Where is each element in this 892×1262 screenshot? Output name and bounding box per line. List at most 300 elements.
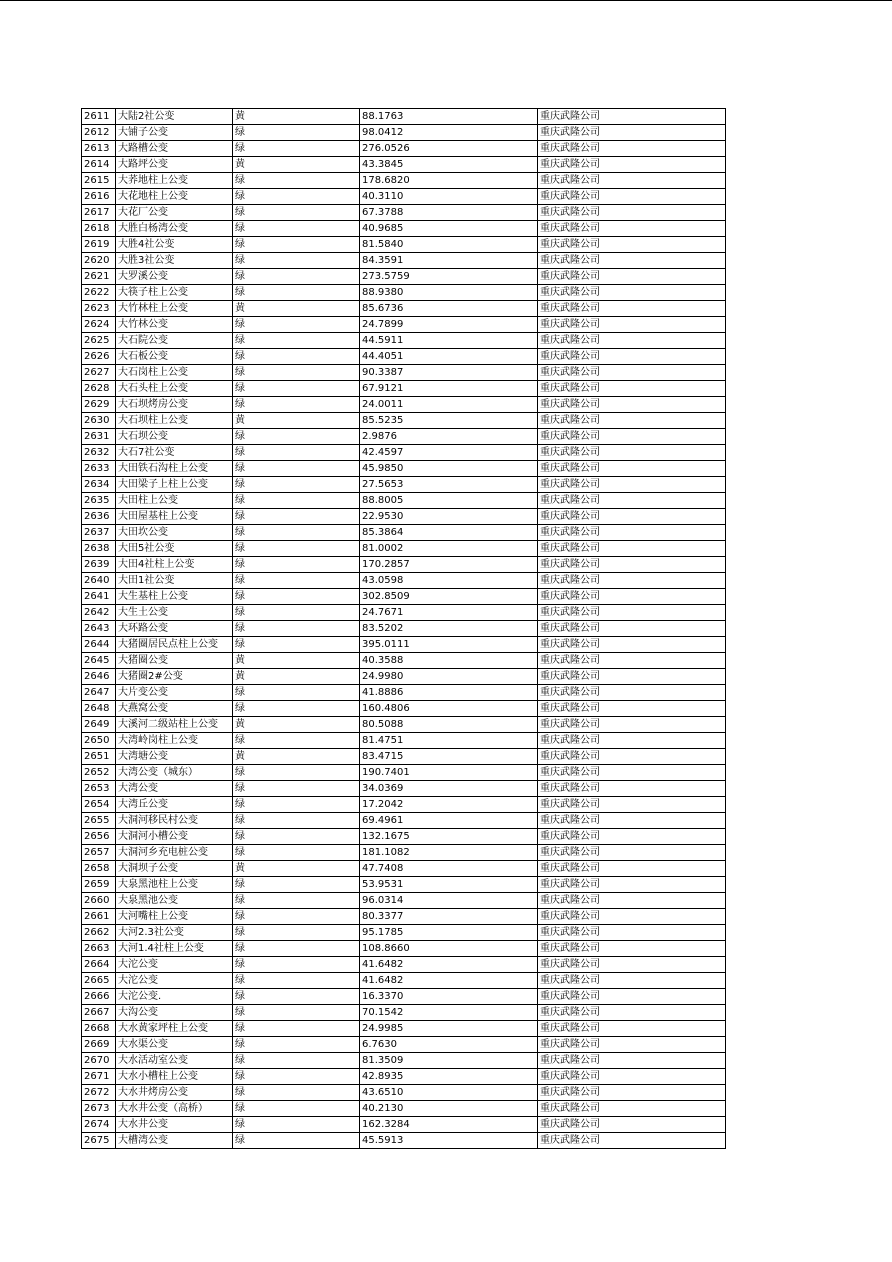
company-cell: 重庆武隆公司 <box>538 717 726 733</box>
row-id-cell: 2635 <box>82 493 116 509</box>
company-cell: 重庆武隆公司 <box>538 189 726 205</box>
status-color-cell: 绿 <box>233 445 360 461</box>
station-name-cell: 大湾公变（城东） <box>116 765 233 781</box>
row-id-cell: 2631 <box>82 429 116 445</box>
table-row <box>82 653 726 669</box>
row-id-cell: 2642 <box>82 605 116 621</box>
value-cell: 24.9985 <box>360 1021 538 1037</box>
row-id-cell: 2667 <box>82 1005 116 1021</box>
value-cell: 22.9530 <box>360 509 538 525</box>
transformer-table <box>81 108 726 1149</box>
station-name-cell: 大石头柱上公变 <box>116 381 233 397</box>
station-name-cell: 大猪圈2#公变 <box>116 669 233 685</box>
company-cell: 重庆武隆公司 <box>538 205 726 221</box>
company-cell: 重庆武隆公司 <box>538 381 726 397</box>
status-color-cell: 绿 <box>233 685 360 701</box>
table-row <box>82 221 726 237</box>
status-color-cell: 绿 <box>233 205 360 221</box>
station-name-cell: 大水井公变 <box>116 1117 233 1133</box>
status-color-cell: 绿 <box>233 541 360 557</box>
row-id-cell: 2617 <box>82 205 116 221</box>
row-id-cell: 2633 <box>82 461 116 477</box>
table-row <box>82 781 726 797</box>
station-name-cell: 大生土公变 <box>116 605 233 621</box>
table-row <box>82 157 726 173</box>
table-row <box>82 205 726 221</box>
station-name-cell: 大花厂公变 <box>116 205 233 221</box>
table-row <box>82 109 726 125</box>
company-cell: 重庆武隆公司 <box>538 173 726 189</box>
station-name-cell: 大河1.4社柱上公变 <box>116 941 233 957</box>
value-cell: 41.8886 <box>360 685 538 701</box>
row-id-cell: 2623 <box>82 301 116 317</box>
company-cell: 重庆武隆公司 <box>538 589 726 605</box>
station-name-cell: 大陆2社公变 <box>116 109 233 125</box>
company-cell: 重庆武隆公司 <box>538 493 726 509</box>
value-cell: 47.7408 <box>360 861 538 877</box>
table-row <box>82 637 726 653</box>
row-id-cell: 2664 <box>82 957 116 973</box>
status-color-cell: 绿 <box>233 1101 360 1117</box>
status-color-cell: 黄 <box>233 157 360 173</box>
value-cell: 98.0412 <box>360 125 538 141</box>
status-color-cell: 绿 <box>233 813 360 829</box>
company-cell: 重庆武隆公司 <box>538 221 726 237</box>
table-row <box>82 189 726 205</box>
value-cell: 41.6482 <box>360 973 538 989</box>
status-color-cell: 绿 <box>233 269 360 285</box>
station-name-cell: 大田4社柱上公变 <box>116 557 233 573</box>
company-cell: 重庆武隆公司 <box>538 109 726 125</box>
table-row <box>82 669 726 685</box>
value-cell: 85.6736 <box>360 301 538 317</box>
station-name-cell: 大田坎公变 <box>116 525 233 541</box>
table-row <box>82 893 726 909</box>
company-cell: 重庆武隆公司 <box>538 1085 726 1101</box>
row-id-cell: 2646 <box>82 669 116 685</box>
table-body <box>82 109 726 1149</box>
station-name-cell: 大石院公变 <box>116 333 233 349</box>
value-cell: 162.3284 <box>360 1117 538 1133</box>
station-name-cell: 大河嘴柱上公变 <box>116 909 233 925</box>
table-row <box>82 1133 726 1149</box>
value-cell: 27.5653 <box>360 477 538 493</box>
table-row <box>82 509 726 525</box>
table-row <box>82 589 726 605</box>
status-color-cell: 绿 <box>233 941 360 957</box>
station-name-cell: 大石坝烤房公变 <box>116 397 233 413</box>
station-name-cell: 大洞河小槽公变 <box>116 829 233 845</box>
station-name-cell: 大洞河乡充电桩公变 <box>116 845 233 861</box>
station-name-cell: 大路坪公变 <box>116 157 233 173</box>
company-cell: 重庆武隆公司 <box>538 269 726 285</box>
company-cell: 重庆武隆公司 <box>538 941 726 957</box>
table-row <box>82 301 726 317</box>
row-id-cell: 2668 <box>82 1021 116 1037</box>
table-row <box>82 461 726 477</box>
value-cell: 88.9380 <box>360 285 538 301</box>
value-cell: 80.5088 <box>360 717 538 733</box>
row-id-cell: 2659 <box>82 877 116 893</box>
status-color-cell: 绿 <box>233 237 360 253</box>
status-color-cell: 绿 <box>233 365 360 381</box>
company-cell: 重庆武隆公司 <box>538 1101 726 1117</box>
table-row <box>82 861 726 877</box>
status-color-cell: 绿 <box>233 1053 360 1069</box>
status-color-cell: 绿 <box>233 333 360 349</box>
value-cell: 2.9876 <box>360 429 538 445</box>
station-name-cell: 大路槽公变 <box>116 141 233 157</box>
row-id-cell: 2627 <box>82 365 116 381</box>
company-cell: 重庆武隆公司 <box>538 1005 726 1021</box>
value-cell: 84.3591 <box>360 253 538 269</box>
row-id-cell: 2654 <box>82 797 116 813</box>
row-id-cell: 2625 <box>82 333 116 349</box>
status-color-cell: 绿 <box>233 733 360 749</box>
station-name-cell: 大田铁石沟柱上公变 <box>116 461 233 477</box>
station-name-cell: 大溪河二级站柱上公变 <box>116 717 233 733</box>
row-id-cell: 2613 <box>82 141 116 157</box>
value-cell: 395.0111 <box>360 637 538 653</box>
value-cell: 45.5913 <box>360 1133 538 1149</box>
status-color-cell: 黄 <box>233 669 360 685</box>
row-id-cell: 2653 <box>82 781 116 797</box>
value-cell: 42.4597 <box>360 445 538 461</box>
table-row <box>82 237 726 253</box>
company-cell: 重庆武隆公司 <box>538 397 726 413</box>
status-color-cell: 绿 <box>233 973 360 989</box>
row-id-cell: 2665 <box>82 973 116 989</box>
table-row <box>82 1053 726 1069</box>
row-id-cell: 2671 <box>82 1069 116 1085</box>
company-cell: 重庆武隆公司 <box>538 813 726 829</box>
status-color-cell: 绿 <box>233 173 360 189</box>
row-id-cell: 2666 <box>82 989 116 1005</box>
table-row <box>82 717 726 733</box>
station-name-cell: 大胜3社公变 <box>116 253 233 269</box>
station-name-cell: 大石岗柱上公变 <box>116 365 233 381</box>
row-id-cell: 2628 <box>82 381 116 397</box>
table-row <box>82 557 726 573</box>
status-color-cell: 绿 <box>233 189 360 205</box>
status-color-cell: 绿 <box>233 125 360 141</box>
station-name-cell: 大片变公变 <box>116 685 233 701</box>
status-color-cell: 绿 <box>233 765 360 781</box>
row-id-cell: 2648 <box>82 701 116 717</box>
row-id-cell: 2629 <box>82 397 116 413</box>
value-cell: 24.7671 <box>360 605 538 621</box>
status-color-cell: 黄 <box>233 861 360 877</box>
row-id-cell: 2634 <box>82 477 116 493</box>
status-color-cell: 绿 <box>233 461 360 477</box>
row-id-cell: 2662 <box>82 925 116 941</box>
value-cell: 24.0011 <box>360 397 538 413</box>
status-color-cell: 黄 <box>233 301 360 317</box>
value-cell: 170.2857 <box>360 557 538 573</box>
value-cell: 40.3588 <box>360 653 538 669</box>
table-row <box>82 989 726 1005</box>
value-cell: 85.5235 <box>360 413 538 429</box>
table-row <box>82 925 726 941</box>
row-id-cell: 2614 <box>82 157 116 173</box>
row-id-cell: 2674 <box>82 1117 116 1133</box>
status-color-cell: 绿 <box>233 1069 360 1085</box>
value-cell: 81.0002 <box>360 541 538 557</box>
status-color-cell: 黄 <box>233 653 360 669</box>
status-color-cell: 绿 <box>233 285 360 301</box>
row-id-cell: 2622 <box>82 285 116 301</box>
row-id-cell: 2612 <box>82 125 116 141</box>
value-cell: 181.1082 <box>360 845 538 861</box>
company-cell: 重庆武隆公司 <box>538 365 726 381</box>
top-border-line <box>0 0 892 1</box>
company-cell: 重庆武隆公司 <box>538 1117 726 1133</box>
value-cell: 88.8005 <box>360 493 538 509</box>
company-cell: 重庆武隆公司 <box>538 349 726 365</box>
company-cell: 重庆武隆公司 <box>538 557 726 573</box>
company-cell: 重庆武隆公司 <box>538 893 726 909</box>
value-cell: 43.0598 <box>360 573 538 589</box>
table-row <box>82 1005 726 1021</box>
value-cell: 24.7899 <box>360 317 538 333</box>
row-id-cell: 2611 <box>82 109 116 125</box>
status-color-cell: 绿 <box>233 509 360 525</box>
row-id-cell: 2655 <box>82 813 116 829</box>
table-row <box>82 1101 726 1117</box>
station-name-cell: 大洞河移民村公变 <box>116 813 233 829</box>
status-color-cell: 绿 <box>233 253 360 269</box>
company-cell: 重庆武隆公司 <box>538 509 726 525</box>
row-id-cell: 2640 <box>82 573 116 589</box>
company-cell: 重庆武隆公司 <box>538 445 726 461</box>
station-name-cell: 大泉黑池柱上公变 <box>116 877 233 893</box>
value-cell: 81.3509 <box>360 1053 538 1069</box>
table-row <box>82 605 726 621</box>
status-color-cell: 绿 <box>233 957 360 973</box>
station-name-cell: 大猪圈公变 <box>116 653 233 669</box>
status-color-cell: 绿 <box>233 317 360 333</box>
company-cell: 重庆武隆公司 <box>538 253 726 269</box>
status-color-cell: 绿 <box>233 589 360 605</box>
station-name-cell: 大石板公变 <box>116 349 233 365</box>
status-color-cell: 绿 <box>233 1021 360 1037</box>
row-id-cell: 2638 <box>82 541 116 557</box>
table-row <box>82 349 726 365</box>
status-color-cell: 绿 <box>233 909 360 925</box>
company-cell: 重庆武隆公司 <box>538 685 726 701</box>
station-name-cell: 大水井烤房公变 <box>116 1085 233 1101</box>
station-name-cell: 大田屋基柱上公变 <box>116 509 233 525</box>
value-cell: 90.3387 <box>360 365 538 381</box>
station-name-cell: 大沱公变 <box>116 957 233 973</box>
table-row <box>82 573 726 589</box>
table-row <box>82 413 726 429</box>
company-cell: 重庆武隆公司 <box>538 1021 726 1037</box>
value-cell: 302.8509 <box>360 589 538 605</box>
status-color-cell: 绿 <box>233 797 360 813</box>
value-cell: 108.8660 <box>360 941 538 957</box>
value-cell: 40.9685 <box>360 221 538 237</box>
row-id-cell: 2615 <box>82 173 116 189</box>
station-name-cell: 大水活动室公变 <box>116 1053 233 1069</box>
value-cell: 95.1785 <box>360 925 538 941</box>
value-cell: 81.4751 <box>360 733 538 749</box>
company-cell: 重庆武隆公司 <box>538 925 726 941</box>
station-name-cell: 大洞坝子公变 <box>116 861 233 877</box>
status-color-cell: 绿 <box>233 525 360 541</box>
value-cell: 178.6820 <box>360 173 538 189</box>
station-name-cell: 大湾公变 <box>116 781 233 797</box>
station-name-cell: 大田柱上公变 <box>116 493 233 509</box>
company-cell: 重庆武隆公司 <box>538 877 726 893</box>
company-cell: 重庆武隆公司 <box>538 285 726 301</box>
station-name-cell: 大竹林柱上公变 <box>116 301 233 317</box>
station-name-cell: 大水井公变（高桥） <box>116 1101 233 1117</box>
row-id-cell: 2621 <box>82 269 116 285</box>
station-name-cell: 大槽湾公变 <box>116 1133 233 1149</box>
row-id-cell: 2660 <box>82 893 116 909</box>
table-row <box>82 141 726 157</box>
station-name-cell: 大环路公变 <box>116 621 233 637</box>
company-cell: 重庆武隆公司 <box>538 333 726 349</box>
status-color-cell: 绿 <box>233 845 360 861</box>
value-cell: 276.0526 <box>360 141 538 157</box>
value-cell: 40.3110 <box>360 189 538 205</box>
station-name-cell: 大荞地柱上公变 <box>116 173 233 189</box>
station-name-cell: 大田1社公变 <box>116 573 233 589</box>
company-cell: 重庆武隆公司 <box>538 573 726 589</box>
value-cell: 16.3370 <box>360 989 538 1005</box>
status-color-cell: 绿 <box>233 349 360 365</box>
company-cell: 重庆武隆公司 <box>538 797 726 813</box>
value-cell: 45.9850 <box>360 461 538 477</box>
station-name-cell: 大湾塘公变 <box>116 749 233 765</box>
status-color-cell: 绿 <box>233 1117 360 1133</box>
status-color-cell: 绿 <box>233 381 360 397</box>
station-name-cell: 大胜白杨湾公变 <box>116 221 233 237</box>
station-name-cell: 大沟公变 <box>116 1005 233 1021</box>
company-cell: 重庆武隆公司 <box>538 157 726 173</box>
value-cell: 81.5840 <box>360 237 538 253</box>
row-id-cell: 2643 <box>82 621 116 637</box>
value-cell: 43.3845 <box>360 157 538 173</box>
station-name-cell: 大石坝柱上公变 <box>116 413 233 429</box>
value-cell: 43.6510 <box>360 1085 538 1101</box>
company-cell: 重庆武隆公司 <box>538 525 726 541</box>
company-cell: 重庆武隆公司 <box>538 301 726 317</box>
value-cell: 273.5759 <box>360 269 538 285</box>
table-row <box>82 813 726 829</box>
table-row <box>82 621 726 637</box>
status-color-cell: 绿 <box>233 429 360 445</box>
station-name-cell: 大水小槽柱上公变 <box>116 1069 233 1085</box>
table-row <box>82 685 726 701</box>
row-id-cell: 2669 <box>82 1037 116 1053</box>
row-id-cell: 2672 <box>82 1085 116 1101</box>
station-name-cell: 大田5社公变 <box>116 541 233 557</box>
station-name-cell: 大花地柱上公变 <box>116 189 233 205</box>
row-id-cell: 2624 <box>82 317 116 333</box>
company-cell: 重庆武隆公司 <box>538 461 726 477</box>
row-id-cell: 2661 <box>82 909 116 925</box>
table-row <box>82 333 726 349</box>
station-name-cell: 大水渠公变 <box>116 1037 233 1053</box>
table-row <box>82 1069 726 1085</box>
station-name-cell: 大石7社公变 <box>116 445 233 461</box>
value-cell: 69.4961 <box>360 813 538 829</box>
company-cell: 重庆武隆公司 <box>538 733 726 749</box>
company-cell: 重庆武隆公司 <box>538 141 726 157</box>
status-color-cell: 黄 <box>233 717 360 733</box>
value-cell: 42.8935 <box>360 1069 538 1085</box>
row-id-cell: 2673 <box>82 1101 116 1117</box>
company-cell: 重庆武隆公司 <box>538 237 726 253</box>
row-id-cell: 2618 <box>82 221 116 237</box>
value-cell: 96.0314 <box>360 893 538 909</box>
table-row <box>82 845 726 861</box>
row-id-cell: 2639 <box>82 557 116 573</box>
status-color-cell: 绿 <box>233 221 360 237</box>
status-color-cell: 绿 <box>233 781 360 797</box>
company-cell: 重庆武隆公司 <box>538 749 726 765</box>
company-cell: 重庆武隆公司 <box>538 1133 726 1149</box>
status-color-cell: 绿 <box>233 141 360 157</box>
value-cell: 41.6482 <box>360 957 538 973</box>
company-cell: 重庆武隆公司 <box>538 909 726 925</box>
table-row <box>82 285 726 301</box>
company-cell: 重庆武隆公司 <box>538 701 726 717</box>
table-row <box>82 829 726 845</box>
company-cell: 重庆武隆公司 <box>538 125 726 141</box>
status-color-cell: 绿 <box>233 829 360 845</box>
company-cell: 重庆武隆公司 <box>538 829 726 845</box>
company-cell: 重庆武隆公司 <box>538 861 726 877</box>
station-name-cell: 大燕窝公变 <box>116 701 233 717</box>
company-cell: 重庆武隆公司 <box>538 653 726 669</box>
company-cell: 重庆武隆公司 <box>538 669 726 685</box>
table-row <box>82 749 726 765</box>
station-name-cell: 大竹林公变 <box>116 317 233 333</box>
table-row <box>82 477 726 493</box>
station-name-cell: 大铺子公变 <box>116 125 233 141</box>
value-cell: 44.4051 <box>360 349 538 365</box>
value-cell: 132.1675 <box>360 829 538 845</box>
table-row <box>82 429 726 445</box>
table-row <box>82 941 726 957</box>
station-name-cell: 大水黄家坪柱上公变 <box>116 1021 233 1037</box>
station-name-cell: 大泉黑池公变 <box>116 893 233 909</box>
company-cell: 重庆武隆公司 <box>538 1037 726 1053</box>
value-cell: 67.9121 <box>360 381 538 397</box>
station-name-cell: 大沱公变. <box>116 989 233 1005</box>
table-row <box>82 765 726 781</box>
status-color-cell: 绿 <box>233 605 360 621</box>
company-cell: 重庆武隆公司 <box>538 413 726 429</box>
row-id-cell: 2650 <box>82 733 116 749</box>
value-cell: 6.7630 <box>360 1037 538 1053</box>
company-cell: 重庆武隆公司 <box>538 317 726 333</box>
company-cell: 重庆武隆公司 <box>538 429 726 445</box>
value-cell: 34.0369 <box>360 781 538 797</box>
row-id-cell: 2675 <box>82 1133 116 1149</box>
table-row <box>82 173 726 189</box>
table-row <box>82 365 726 381</box>
status-color-cell: 绿 <box>233 557 360 573</box>
status-color-cell: 绿 <box>233 701 360 717</box>
status-color-cell: 绿 <box>233 925 360 941</box>
station-name-cell: 大湾丘公变 <box>116 797 233 813</box>
status-color-cell: 绿 <box>233 1085 360 1101</box>
